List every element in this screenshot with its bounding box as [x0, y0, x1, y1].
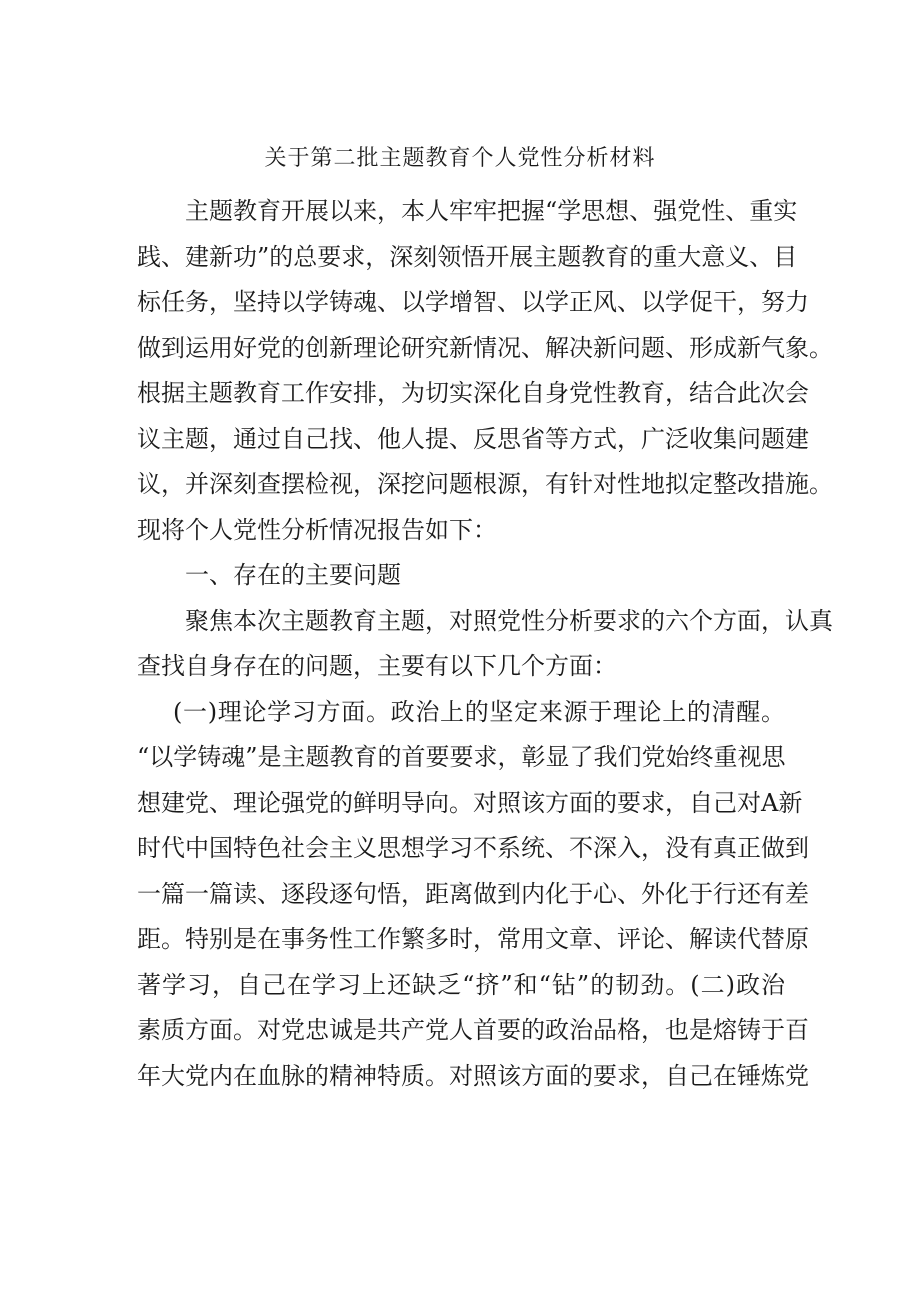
paragraph-line: 著学习，自己在学习上还缺乏“挤”和“钻”的韧劲。(二)政治 — [137, 970, 785, 999]
paragraph-line: 一篇一篇读、逐段逐句悟，距离做到内化于心、外化于行还有差 — [137, 879, 809, 908]
paragraph-line: 根据主题教育工作安排，为切实深化自身党性教育，结合此次会 — [137, 379, 809, 407]
paragraph-line: 素质方面。对党忠诚是共产党人首要的政治品格，也是熔铸于百 — [137, 1016, 809, 1044]
paragraph-line: 践、建新功”的总要求，深刻领悟开展主题教育的重大意义、目 — [137, 242, 798, 271]
paragraph-line: 年大党内在血脉的精神特质。对照该方面的要求，自己在锤炼党 — [137, 1061, 809, 1090]
paragraph-line: 做到运用好党的创新理论研究新情况、解决新问题、形成新气象。 — [137, 333, 833, 362]
paragraph-line: 想建党、理论强党的鲜明导向。对照该方面的要求，自己对A新 — [137, 788, 803, 817]
paragraph-line: 聚焦本次主题教育主题，对照党性分析要求的六个方面，认真 — [185, 606, 833, 635]
paragraph-line: 议主题，通过自己找、他人提、反思省等方式，广泛收集问题建 — [137, 424, 809, 453]
paragraph-line: “以学铸魂”是主题教育的首要要求，彰显了我们党始终重视思 — [137, 743, 786, 771]
section-heading: 一、存在的主要问题 — [185, 561, 401, 589]
document-title: 关于第二批主题教育个人党性分析材料 — [264, 146, 656, 171]
paragraph-line: 议，并深刻查摆检视，深挖问题根源，有针对性地拟定整改措施。 — [137, 470, 833, 498]
paragraph-line: 查找自身存在的问题，主要有以下几个方面： — [137, 652, 617, 680]
document-body — [137, 189, 833, 1099]
paragraph-line: 主题教育开展以来，本人牢牢把握“学思想、强党性、重实 — [185, 197, 798, 225]
paragraph-line: 距。特别是在事务性工作繁多时，常用文章、评论、解读代替原 — [137, 925, 809, 953]
paragraph-line: (一)理论学习方面。政治上的坚定来源于理论上的清醒。 — [173, 697, 785, 726]
paragraph-line: 时代中国特色社会主义思想学习不系统、不深入，没有真正做到 — [137, 834, 809, 862]
paragraph-line: 标任务，坚持以学铸魂、以学增智、以学正风、以学促干，努力 — [137, 288, 809, 316]
paragraph-line: 现将个人党性分析情况报告如下： — [137, 515, 497, 544]
